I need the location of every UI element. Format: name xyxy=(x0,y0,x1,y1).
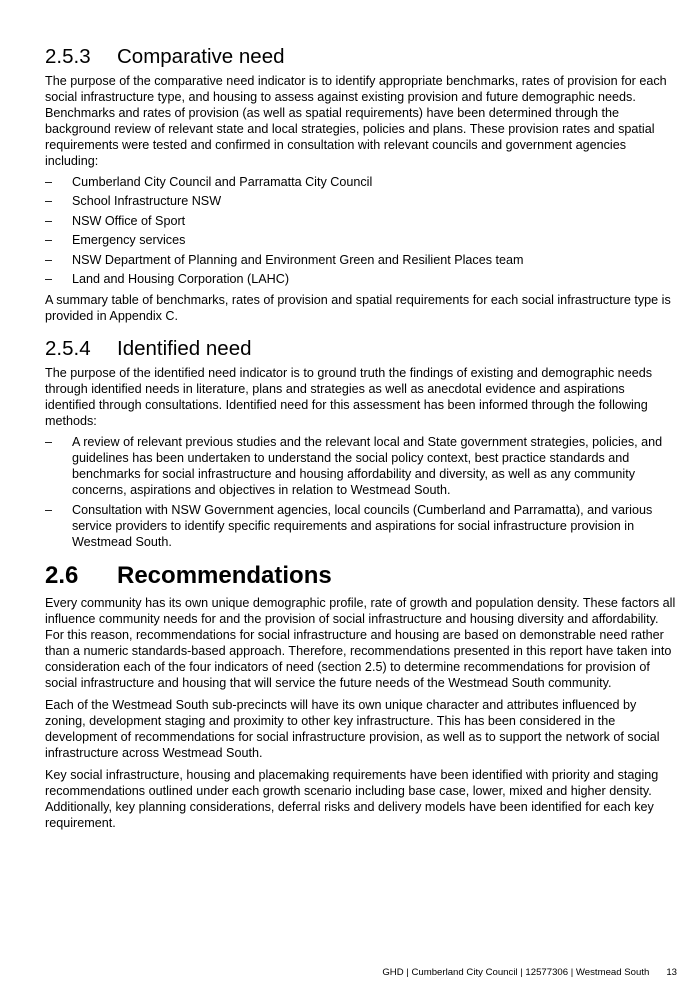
section-number: 2.5.4 xyxy=(45,336,91,360)
section-comparative-need xyxy=(45,44,677,324)
list-item: – Land and Housing Corporation (LAHC) xyxy=(45,271,677,287)
section-identified-need xyxy=(45,336,677,550)
document-page xyxy=(45,44,677,831)
paragraph: Every community has its own unique demographic profile, rate of growth and population density. These factors all influence community needs for and the provision of social infrastructure and housing diversity and affordability. For this reason, recommendations for social infrastructure and housing are based on demonstrable need rather than a numeric standards-based approach. Therefore, recommendations presented in this report have taken into consideration each of the four indicators of need (section 2.5) to determine recommendations for provision of social infrastructure and housing that will service the future needs of the Westmead South community. xyxy=(45,595,676,690)
list-item: – School Infrastructure NSW xyxy=(45,193,677,209)
section-number: 2.6 xyxy=(45,561,79,589)
list-item: – Cumberland City Council and Parramatta City Council xyxy=(45,174,677,190)
list-item: – NSW Office of Sport xyxy=(45,213,677,229)
list-item: – Consultation with NSW Government agencies, local councils (Cumberland and Parramatta), and various service providers to identify specific requirements and aspirations for social infrastructure provision in Westmead South. xyxy=(45,502,677,550)
section-number: 2.5.3 xyxy=(45,45,91,68)
paragraph: Each of the Westmead South sub-precincts will have its own unique character and attributes influenced by zoning, development staging and proximity to other key infrastructure. This has been considered in the development of recommendations for social infrastructure provision, as well as to support the network of social infrastructure across Westmead South. xyxy=(45,697,660,760)
list-item: – Emergency services xyxy=(45,232,677,248)
bullet-list xyxy=(45,174,677,287)
bullet-list xyxy=(45,434,677,550)
footer-text: GHD | Cumberland City Council | 12577306 | Westmead South xyxy=(382,967,650,978)
paragraph: The purpose of the comparative need indicator is to identify appropriate benchmarks, rates of provision for each social infrastructure type, and housing to assess against existing provision and future demographic needs. Benchmarks and rates of provision (as well as spatial requirements) have been determined through the background review of relevant state and local strategies, policies and plans. These provision rates and spatial requirements were tested and confirmed in consultation with relevant councils and government agencies including: xyxy=(45,74,667,168)
section-title: Recommendations xyxy=(117,561,332,589)
section-title: Identified need xyxy=(117,336,252,360)
page-footer xyxy=(0,967,677,979)
section-heading xyxy=(45,44,677,70)
section-title: Comparative need xyxy=(117,45,285,68)
list-item: – NSW Department of Planning and Environment Green and Resilient Places team xyxy=(45,252,677,268)
section-recommendations xyxy=(45,561,677,831)
section-heading xyxy=(45,336,677,362)
page-number: 13 xyxy=(666,967,677,978)
paragraph: The purpose of the identified need indicator is to ground truth the findings of existing and demographic needs through identified needs in literature, plans and strategies as well as anecdotal evidence and aspirations identified through consultations. Identified need for this assessment has been informed through the following methods: xyxy=(45,365,652,428)
paragraph: Key social infrastructure, housing and placemaking requirements have been identified with priority and staging recommendations outlined under each growth scenario including base case, lower, mixed and higher density. Additionally, key planning considerations, deferral risks and delivery models have been identified for each key requirement. xyxy=(45,767,659,830)
list-item: – A review of relevant previous studies and the relevant local and State government strategies, policies, and guidelines has been undertaken to understand the social policy context, best practice standards and benchmarks for social infrastructure and housing affordability and diversity, as well as any community concerns, aspirations and objectives in relation to Westmead South. xyxy=(45,434,677,498)
section-heading xyxy=(45,561,677,591)
paragraph: A summary table of benchmarks, rates of provision and spatial requirements for each social infrastructure type is provided in Appendix C. xyxy=(45,292,671,323)
